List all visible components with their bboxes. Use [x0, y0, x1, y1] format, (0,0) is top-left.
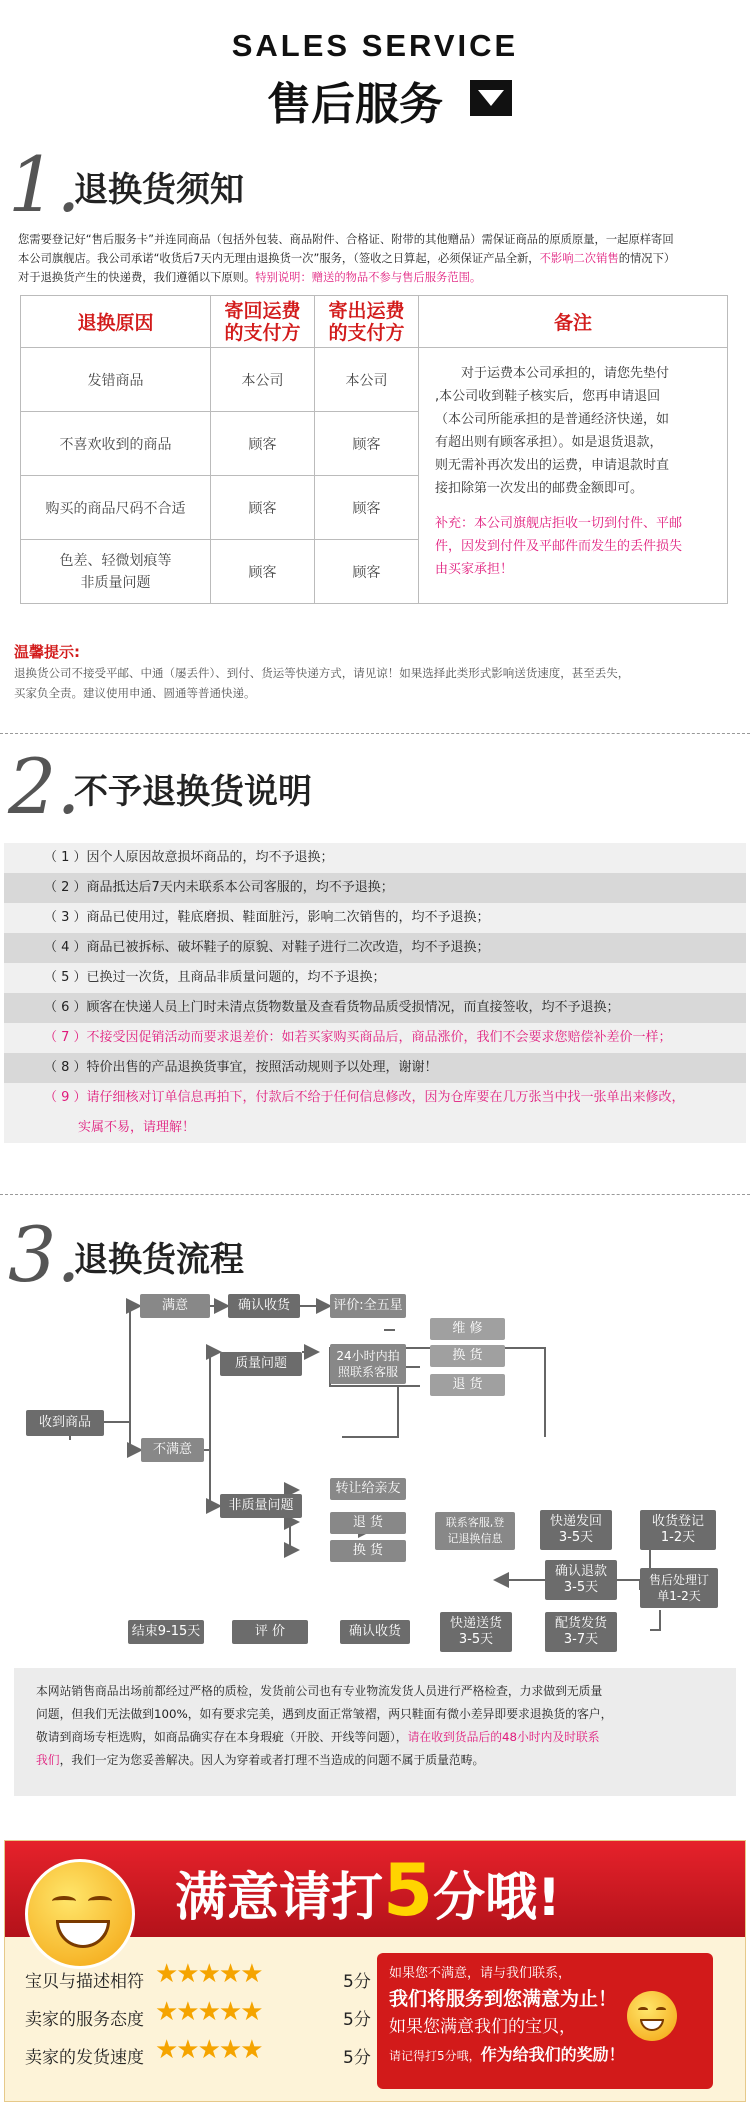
rating-row: [25, 2037, 405, 2071]
flow-gift: 转让给亲友: [330, 1478, 406, 1500]
cell-reason: 色差、轻微划痕等 非质量问题: [21, 540, 211, 604]
section2-header: [0, 742, 750, 832]
intro-line1: 您需要登记好“售后服务卡”并连同商品（包括外包装、商品附件、合格证、附带的其他赠品）需保证商品的原质原量，一起原样寄回: [18, 233, 674, 246]
flow-repair: 维 修: [430, 1318, 505, 1340]
th-return-fee: 寄回运费 的支付方: [211, 296, 315, 348]
rating-row: [25, 1999, 405, 2033]
tips-title: 温馨提示:: [14, 643, 80, 661]
star-icon: ★★★★★: [155, 2035, 262, 2065]
header: [0, 0, 750, 130]
rating-label: 卖家的发货速度: [25, 2048, 144, 2068]
section1-intro: [18, 230, 738, 287]
rating-banner: [4, 1840, 746, 2102]
flow-contact: 24小时内拍 照联系客服: [330, 1344, 406, 1384]
flow-register: 联系客服,登 记退换信息: [435, 1512, 515, 1550]
cell-note: 对于运费本公司承担的，请您先垫付 ,本公司收到鞋子核实后，您再申请退回 （本公司所能承担的是普通经济快递，如 有超出则有顾客承担）。如是退货退款， 则无需补再次发出的运费，申请退款时直 接扣除第一次发出的邮费金额即可。 补充：本公司旗舰店拒收一切到付件、平邮 件，因发到付件及平邮件而发生的丢件损失 由买家承担！: [419, 348, 728, 604]
list-item: （ 7 ）不接受因促销活动而要求退差价：如若买家购买商品后，商品涨价，我们不会要求您赔偿补差价一样；: [4, 1023, 746, 1053]
th-reason: 退换原因: [21, 296, 211, 348]
table-row: [21, 348, 728, 412]
banner-headline: 满意请打5分哦!: [175, 1848, 561, 1932]
smiley-icon: [25, 1859, 135, 1969]
triangle-down-icon: [470, 80, 512, 116]
section2-title: 不予退换货说明: [74, 772, 312, 812]
cell-reason: 不喜欢收到的商品: [21, 412, 211, 476]
cell-send: 顾客: [315, 476, 419, 540]
intro-line2a: 本公司旗舰店。我公司承诺“收货后7天内无理由退换货一次”服务，（签收之日算起，必须保证产品全新，: [18, 252, 540, 265]
quality-paragraph: 本网站销售商品出场前都经过严格的质检，发货前公司也有专业物流发货人员进行严格检查，力求做到无质量 问题，但我们无法做到100%，如有要求完美，遇到皮面正常皱褶，两只鞋面有微小差异即要求退换货的客户， 敬请到商场专柜选购，如商品确实存在本身瑕疵（开胶、开线等问题），请在收到货品后的48小时内及时联系 我们，我们一定为您妥善解决。因人为穿着或者打理不当造成的问题不属于质量范畴。: [14, 1668, 736, 1796]
section2-number: 2.: [8, 742, 81, 831]
flow-end: 结束9-15天: [128, 1620, 204, 1644]
small-smiley-icon: [627, 1991, 677, 2041]
intro-line3b: 特别说明：赠送的物品不参与售后服务范围。: [255, 271, 482, 284]
cell-send: 本公司: [315, 348, 419, 412]
rating-row: [25, 1961, 405, 1995]
section1-header: [0, 140, 750, 230]
cell-return: 顾客: [211, 540, 315, 604]
returns-table: [20, 295, 728, 604]
cell-send: 顾客: [315, 540, 419, 604]
cell-send: 顾客: [315, 412, 419, 476]
list-item: （ 5 ）已换过一次货，且商品非质量问题的，均不予退换；: [4, 963, 746, 993]
flow-quality: 质量问题: [220, 1352, 302, 1376]
divider: [0, 733, 750, 734]
list-item: （ 8 ）特价出售的产品退换货事宜，按照活动规则予以处理，谢谢！: [4, 1053, 746, 1083]
rating-label: 卖家的服务态度: [25, 2010, 144, 2030]
intro-line2c: 的情况下）: [618, 252, 676, 265]
header-title-cn: 售后服务: [267, 79, 443, 130]
flow-exchange2: 换 货: [330, 1540, 406, 1562]
rating-label: 宝贝与描述相符: [25, 1972, 144, 1992]
intro-line2b: 不影响二次销售: [539, 252, 619, 265]
flow-satisfied: 满意: [140, 1294, 210, 1318]
flow-refund2: 退 货: [330, 1512, 406, 1534]
flow-rate-five: 评价:全五星: [330, 1294, 406, 1318]
cell-return: 顾客: [211, 412, 315, 476]
flow-dispatch: 配货发货 3-7天: [545, 1612, 617, 1652]
th-note: 备注: [419, 296, 728, 348]
list-item: （ 6 ）顾客在快递人员上门时未清点货物数量及查看货物品质受损情况，而直接签收，均不予退换；: [4, 993, 746, 1023]
list-item: （ 2 ）商品抵达后7天内未联系本公司客服的，均不予退换；: [4, 873, 746, 903]
star-icon: ★★★★★: [155, 1959, 262, 1989]
cell-reason: 发错商品: [21, 348, 211, 412]
tips-text: 退换货公司不接受平邮、中通（屡丢件）、到付、货运等快递方式，请见谅！如果选择此类形式影响送货速度，甚至丢失， 买家负全责。建议使用申通、圆通等普通快递。: [14, 666, 630, 700]
rating-score: 5分: [343, 2048, 371, 2068]
flow-confirm2: 确认收货: [340, 1620, 410, 1644]
rating-score: 5分: [343, 1972, 371, 1992]
flow-receive: 收到商品: [26, 1410, 104, 1436]
flow-deliver: 快递送货 3-5天: [440, 1612, 512, 1652]
cell-reason: 购买的商品尺码不合适: [21, 476, 211, 540]
rating-score: 5分: [343, 2010, 371, 2030]
list-item: （ 4 ）商品已被拆标、破坏鞋子的原貌、对鞋子进行二次改造，均不予退换；: [4, 933, 746, 963]
section3-header: [0, 1210, 750, 1300]
flow-exchange: 换 货: [430, 1345, 505, 1367]
flow-register2: 收货登记 1-2天: [640, 1510, 716, 1550]
flow-rate: 评 价: [232, 1620, 308, 1644]
list-item: （ 1 ）因个人原因故意损坏商品的，均不予退换；: [4, 843, 746, 873]
section3-number: 3.: [8, 1210, 81, 1299]
flow-confirm-refund: 确认退款 3-5天: [545, 1560, 617, 1600]
cell-return: 顾客: [211, 476, 315, 540]
flow-refund: 退 货: [430, 1374, 505, 1396]
intro-line3a: 对于退换货产生的快递费，我们遵循以下原则。: [18, 271, 256, 284]
flow-non-quality: 非质量问题: [220, 1494, 302, 1518]
flow-unsatisfied: 不满意: [141, 1438, 204, 1462]
list-item: （ 3 ）商品已使用过，鞋底磨损、鞋面脏污，影响二次销售的，均不予退换；: [4, 903, 746, 933]
divider: [0, 1194, 750, 1195]
section1-number: 1.: [8, 140, 81, 229]
star-icon: ★★★★★: [155, 1997, 262, 2027]
header-title-en: SALES SERVICE: [231, 28, 519, 63]
list-item: （ 9 ）请仔细核对订单信息再拍下，付款后不给于任何信息修改，因为仓库要在几万张当中找一张单出来修改， 实属不易，请理解！: [4, 1083, 746, 1143]
flow-confirm: 确认收货: [228, 1294, 300, 1318]
flow-ship-back: 快递发回 3-5天: [540, 1510, 612, 1550]
section1-title: 退换货须知: [74, 170, 244, 210]
flow-after-sale: 售后处理订 单1-2天: [640, 1568, 718, 1608]
th-send-fee: 寄出运费 的支付方: [315, 296, 419, 348]
section3-title: 退换货流程: [74, 1240, 244, 1280]
thanks-message: 如果您不满意，请与我们联系， 我们将服务到您满意为止！ 如果您满意我们的宝贝， 请记得打5分哦，作为给我们的奖励！: [377, 1953, 713, 2089]
cell-return: 本公司: [211, 348, 315, 412]
